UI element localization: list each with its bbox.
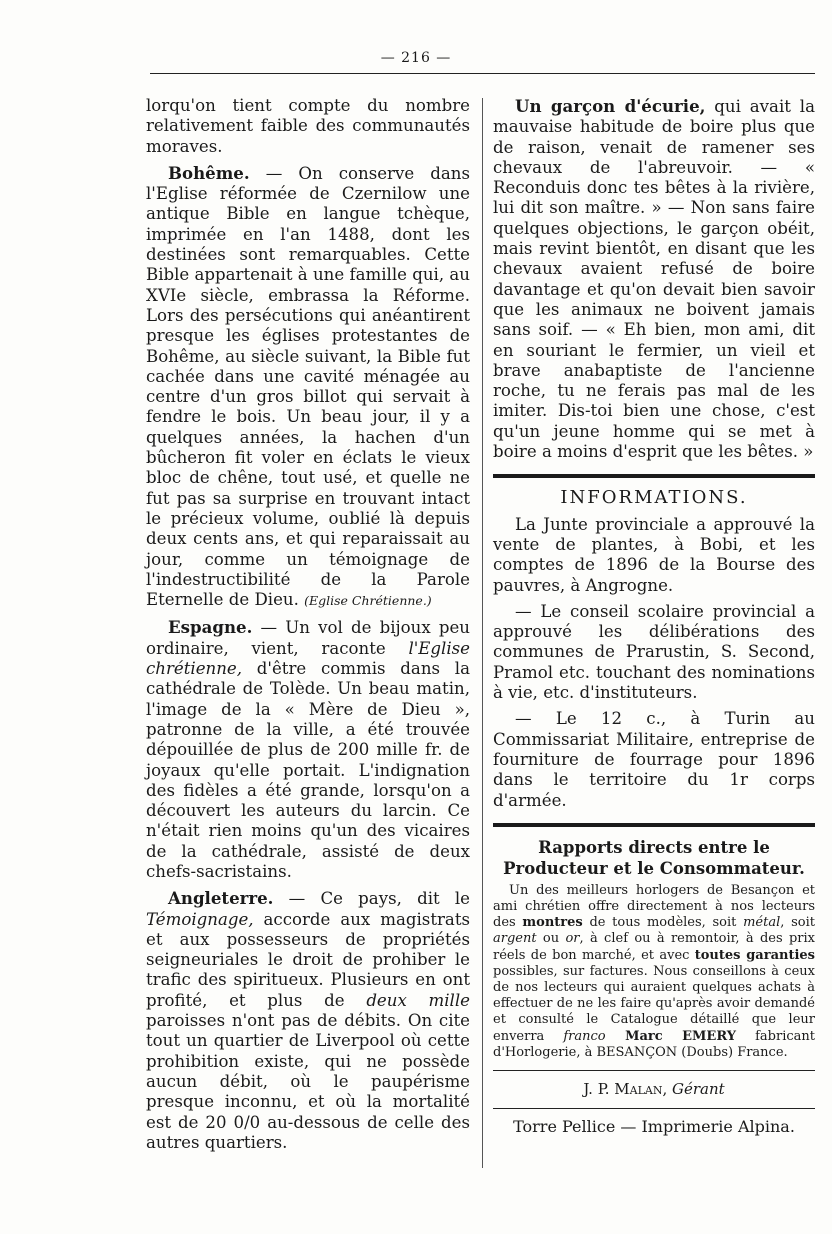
informations-title: INFORMATIONS. <box>560 487 748 509</box>
advert-text-1: Un des meilleurs horlogers de Besançon et ami chrétien offre directement à nos lecteurs des <box>493 882 815 931</box>
section-rule <box>493 474 815 478</box>
page-number: — 216 — <box>380 50 452 66</box>
advert-italic-or: or <box>565 931 580 947</box>
garcon-text: qui avait la mauvaise habitude de boire plus que de raison, venait de ramener ses chevaux de l'abreuvoir. — « Reconduis donc tes bêtes à la rivière, lui dit son maître. » — Non sans faire quelques objections, le garçon obéit, mais revint bientôt, en disant que les chevaux avaient refusé de boire davantage et qu'on devait bien savoir que les animaux ne boivent jamais sans soif. — « Eh bien, mon ami, dit en souriant le fermier, un vieil et brave anabaptiste de l'ancienne roche, tu ne ferais pas mal de les imiter. Dis-toi bien une chose, c'est qu'un jeune homme qui se met à boire a moins d'esprit que les bêtes. » <box>493 97 815 462</box>
advert-italic-metal: métal <box>743 915 781 931</box>
advert-text-7: fabricant d'Horlogerie, à BESANÇON (Doubs) France. <box>493 1028 815 1060</box>
gerant-line <box>493 1079 815 1099</box>
boheme-heading: Bohême. <box>168 162 250 183</box>
advert-bold-garanties: toutes garanties <box>694 947 815 963</box>
espagne-text-b: d'être commis dans la cathédrale de Tolède. Un beau matin, l'image de la « Mère de Dieu », patronne de la ville, a été trouvée dépouillée de plus de 200 mille fr. de joyaux qu'elle portait. L'indignation des fidèles a été grande, lorsqu'on a découvert les auteurs du larcin. Ce n'était rien moins qu'un des vicaires de la cathédrale, assisté de deux chefs-sacristains. <box>146 659 470 881</box>
advert-italic-argent: argent <box>493 931 537 947</box>
angleterre-text-a: — Ce pays, dit le <box>273 889 470 909</box>
advert-bold-montres: montres <box>522 915 583 931</box>
right-column <box>493 96 815 1138</box>
advert-bold-emery: Marc EMERY <box>605 1028 737 1044</box>
column-divider <box>482 98 483 1168</box>
advert-italic-franco: franco <box>563 1028 606 1044</box>
boheme-source: (Eglise Chrétienne.) <box>304 593 432 609</box>
advert-body <box>493 883 815 1061</box>
advert-text-4: ou <box>536 931 566 947</box>
advert-title: Rapports directs entre le Producteur et le Consommateur. <box>503 837 805 878</box>
espagne-heading: Espagne. <box>168 617 253 638</box>
left-column <box>146 96 470 1153</box>
informations-item-2: — Le conseil scolaire provincial a approuvé les délibérations des communes de Prarustin, S. Second, Pramol etc. touchant des nominations à vie, etc. d'instituteurs. <box>493 601 815 703</box>
espagne-article <box>146 617 470 882</box>
angleterre-emphasis: deux mille <box>366 990 470 1010</box>
advert-rule <box>493 823 815 827</box>
angleterre-article <box>146 888 470 1153</box>
garcon-article <box>493 96 815 462</box>
gerant-role: Gérant <box>672 1080 725 1099</box>
advert-text-3: , soit <box>780 915 815 931</box>
informations-item-1: La Junte provinciale a approuvé la vente de plantes, à Bobi, et les comptes de 1896 de la Bourse des pauvres, à Angrogne. <box>493 514 815 595</box>
garcon-heading: Un garçon d'écurie, <box>515 96 706 116</box>
header-rule <box>150 73 815 74</box>
angleterre-citation: Témoignage, <box>146 909 254 929</box>
boheme-text: — On conserve dans l'Eglise réformée de Czernilow une antique Bible en langue tchèque, imprimée en l'an 1488, dont les destinées sont remarquables. Cette Bible appartenait à une famille qui, au XVIe siècle, embrassa la Réforme. Lors des persécutions qui anéantirent presque les églises protestantes de Bohême, au siècle suivant, la Bible fut cachée dans une cavité ménagée au centre d'un gros billot qui servait à fendre le bois. Un beau jour, il y a quelques années, la hachen d'un bûcheron fit voler en éclats le vieux bloc de chêne, tout usé, et quelle ne fut pas sa surprise en trouvant intact le précieux volume, oublié là depuis deux cents ans, et qui reparaissait au jour, comme un témoignage de l'indestructibilité de la Parole Eternelle de Dieu. <box>146 163 470 610</box>
gerant-name: J. P. Malan, <box>583 1080 668 1099</box>
gerant-rule-bottom <box>493 1108 815 1109</box>
intro-paragraph: lorqu'on tient compte du nombre relativement faible des communautés moraves. <box>146 96 470 156</box>
boheme-article <box>146 163 470 612</box>
angleterre-heading: Angleterre. <box>168 888 274 909</box>
angleterre-text-c: paroisses n'ont pas de débits. On cite tout un quartier de Liverpool où cette prohibition existe, qui ne possède aucun débit, où le paupérisme presque inconnu, et où la mortalité est de 20 0/0 au-dessous de celle des autres quartiers. <box>146 1011 470 1152</box>
imprint-line: Torre Pellice — Imprimerie Alpina. <box>513 1117 795 1137</box>
advert-text-6: possibles, sur factures. Nous conseillons à ceux de nos lecteurs qui auraient quelques achats à effectuer de ne les faire qu'après avoir demandé et consulté le Catalogue détaillé que leur enverra <box>493 963 815 1044</box>
espagne-text-a: — Un vol de bijoux peu ordinaire, vient, raconte <box>146 618 470 658</box>
advert-text-5: , à clef ou à remontoir, à des prix réels de bon marché, et avec <box>493 931 815 963</box>
advert-text-2: de tous modèles, soit <box>582 915 744 931</box>
espagne-citation: l'Eglise chrétienne, <box>146 638 470 679</box>
informations-item-3: — Le 12 c., à Turin au Commissariat Militaire, entreprise de fourniture de fourrage pour 1896 dans le territoire du 1r corps d'armée. <box>493 709 815 810</box>
gerant-rule-top <box>493 1070 815 1071</box>
angleterre-text-b: accorde aux magistrats et aux possesseurs de propriétés seigneuriales le droit de prohiber le trafic des spiritueux. Plusieurs en ont profité, et plus de <box>146 909 470 1010</box>
